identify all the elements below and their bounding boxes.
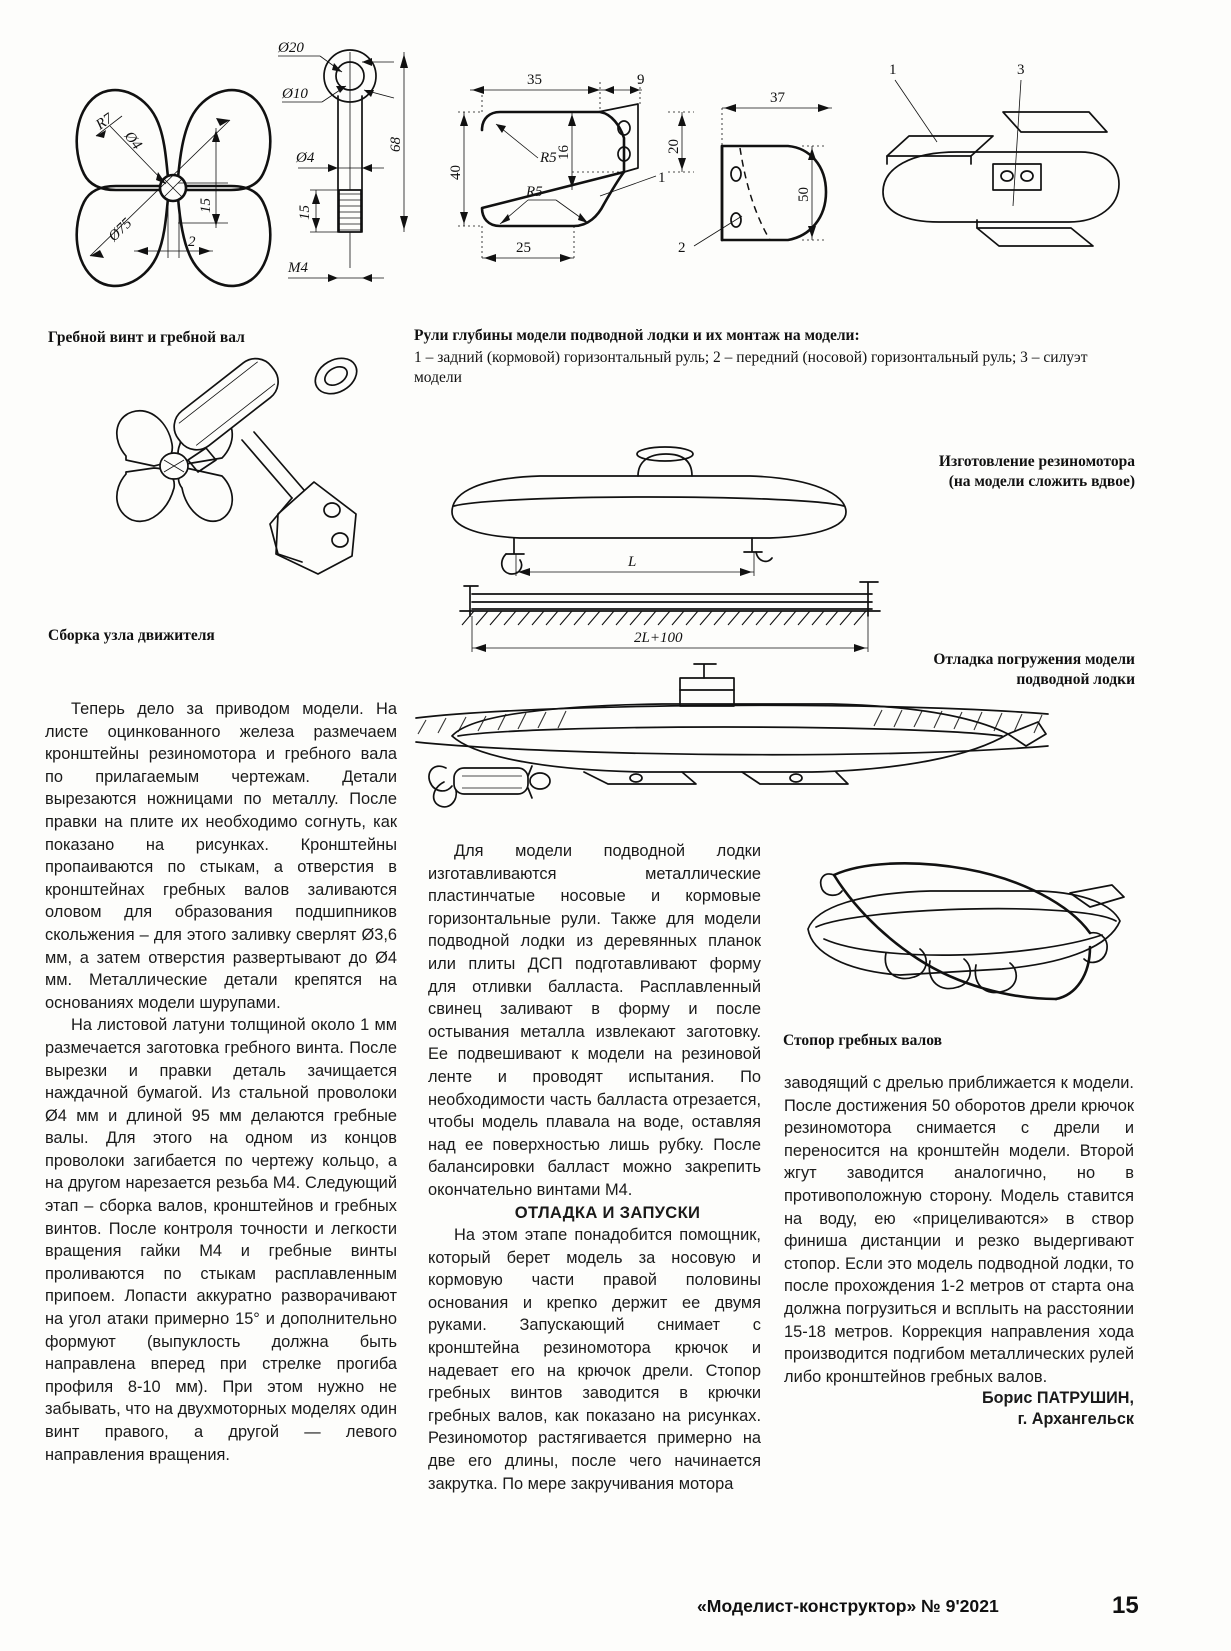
caption-shaft-stopper-text: Стопор гребных валов (783, 1032, 942, 1049)
author-city: г. Архангельск (1017, 1410, 1134, 1429)
dim-25: 25 (516, 240, 531, 256)
figure-shaft-drawing (276, 40, 426, 305)
dim-hub-d4: Ø4 (120, 128, 145, 153)
dim-L: L (628, 554, 637, 570)
journal-title: «Моделист-конструктор» № 9'2021 (697, 1596, 999, 1616)
figure-dive-tuning (412, 660, 1052, 820)
author-name: Борис ПАТРУШИН, (981, 1389, 1134, 1408)
dim-2L100: 2L+100 (634, 630, 683, 646)
rear-rudder-svg (448, 68, 667, 278)
dim-50: 50 (796, 187, 812, 202)
dim-blade-15: 15 (198, 198, 214, 213)
figure-front-rudder (660, 68, 840, 278)
middle-paragraph-1: Для модели подводной лодки изготавливаются металлические пластинчатые носовые и кормовые горизонтальные рули. Также для модели подводной лодки из деревянных планок или плиты ДСП подготавливают форму для отливки балласта. Расплавленный свинец заливают в форму и после остывания металла извлекают заготовку. Ее подвешивают к модели на резиновой ленте и проводят испытания. По необходимости часть балласта отрезается, чтобы модель плавала на воде, оставляя над ее поверхностью лишь рубку. После балансировки балласт можно закрепить окончательно винтами М4. (428, 842, 761, 1199)
text-column-right (784, 1072, 1134, 1430)
right-paragraph-1: заводящий с дрелью приближается к модели. После достижения 50 оборотов дрели крючок резиномотора снимается с дрели и переносится на кронштейн модели. Второй жгут заводится аналогично, но в противоположную сторону. Модель ставится на воду, ею «прицеливаются» в створ финиша дистанции и резко выдергивают стопор. Если это модель подводной лодки, то после прохождения 1-2 метров от старта она должна погрузиться и всплыть на расстоянии 15-18 метров. Коррекция направления хода производится подгибом металлических рулей либо кронштейнов гребных валов. (784, 1074, 1134, 1386)
dim-r5-top: R5 (540, 150, 557, 166)
middle-paragraph-2: На этом этапе понадобится помощник, который берет модель за носовую и кормовую части правой половины основания и крепко держит ее двумя руками. Запускающий снимает с кронштейна резиномотора крючок и надевает его на крючок дрели. Стопор гребных винтов заводится в крючки гребных валов, как показано на рисунках. Резиномотор растягивается примерно на две его длины, после чего начинается закрутка. По мере закручивания мотора (428, 1226, 761, 1493)
caption-drive-assembly (48, 626, 378, 646)
text-column-left (45, 698, 397, 1466)
figure-rear-rudder (448, 68, 667, 278)
shaft-svg (276, 40, 426, 305)
dive-tuning-svg (412, 660, 1052, 820)
dim-20: 20 (666, 139, 682, 154)
left-paragraph-2: На листовой латуни толщиной около 1 мм размечается заготовка гребного винта. После вырезки и правки деталь зачищается наждачной бумагой. Из стальной проволоки Ø4 мм и длиной 95 мм делаются гребные валы. Для этого на одном из концов проволоки загибается по чертежу кольцо, а на другом нарезается резьба М4. Следующий этап – сборка валов, кронштейнов и гребных винтов. После контроля точности и легкости вращения гайки М4 и гребные винты проливаются по стыкам расплавленным припоем. Лопасти аккуратно разворачивают на угол атаки примерно 15° и дополнительно формуют (выпуклость должна быть направлена вперед при стрелке прогиба профиля 8-10 мм). При этом нужно не забывать, что на двухмоторных моделях один винт правого, а другой — левого направления вращения. (45, 1016, 397, 1464)
dim-r7: R7 (93, 110, 116, 134)
caption-rubber-motor (830, 452, 1135, 492)
dim-blade-width: 2 (188, 234, 196, 250)
dim-35: 35 (527, 72, 542, 88)
figure-rudder-mounting (845, 60, 1135, 275)
figure-shaft-stopper (790, 835, 1130, 1035)
label-pos-2: 2 (678, 240, 686, 256)
label-pos-1b: 1 (889, 62, 897, 78)
label-pos-1: 1 (658, 170, 666, 186)
page-number: 15 (1112, 1592, 1139, 1619)
front-rudder-svg (660, 68, 840, 278)
caption-propeller-shaft-text: Гребной винт и гребной вал (48, 329, 245, 346)
caption-dive-tuning-line2: подводной лодки (1016, 670, 1135, 688)
caption-depth-rudders-legend: 1 – задний (кормовой) горизонтальный руль; 2 – передний (носовой) горизонтальный руль; 3 – силуэт модели (414, 348, 1088, 386)
caption-dive-tuning-line1: Отладка погружения модели (933, 651, 1135, 668)
caption-drive-assembly-text: Сборка узла движителя (48, 627, 215, 644)
subheading-debug-launch: ОТЛАДКА И ЗАПУСКИ (514, 1202, 701, 1222)
dim-thread-15: 15 (297, 205, 313, 220)
dim-d20: Ø20 (278, 40, 304, 56)
dim-m4: M4 (288, 260, 308, 276)
drive-assembly-svg (56, 348, 406, 608)
dim-40: 40 (448, 165, 464, 180)
label-pos-3: 3 (1017, 62, 1025, 78)
dim-shaft-d4: Ø4 (296, 150, 315, 166)
caption-rubber-motor-line2: (на модели сложить вдвое) (948, 472, 1135, 490)
dim-d10: Ø10 (282, 86, 308, 102)
caption-propeller-shaft (48, 328, 378, 348)
dim-16: 16 (556, 145, 572, 160)
propeller-svg (38, 38, 308, 310)
left-paragraph-1: Теперь дело за приводом модели. На листе оцинкованного железа размечаем кронштейны резиномотора и гребного вала по прилагаемым чертежам. Детали вырезаются ножницами по металлу. После правки на плите их необходимо согнуть, как показано на рисунках. Кронштейны пропаиваются по стыкам, а отверстия в кронштейнах гребных валов заливаются оловом для образования подшипников скольжения – для этого заливку сверлят Ø3,6 мм, а затем отверстия развертывают до Ø4 мм. Металлические детали крепятся на основаниях модели шурупами. (45, 700, 397, 1012)
caption-depth-rudders (414, 326, 1139, 388)
figure-propeller-drawing (38, 38, 308, 310)
dim-r5-bottom: R5 (526, 184, 543, 200)
rudder-mounting-svg (845, 60, 1135, 275)
caption-shaft-stopper (783, 1031, 1113, 1051)
dim-68: 68 (388, 137, 404, 152)
dim-9: 9 (637, 72, 645, 88)
dim-d75: Ø75 (105, 215, 136, 245)
figure-drive-assembly (56, 348, 406, 608)
caption-rubber-motor-line1: Изготовление резиномотора (938, 453, 1135, 470)
dim-37: 37 (770, 90, 785, 106)
text-column-middle (428, 840, 761, 1495)
shaft-stopper-svg (790, 835, 1130, 1035)
caption-depth-rudders-title: Рули глубины модели подводной лодки и их монтаж на модели: (414, 327, 860, 344)
